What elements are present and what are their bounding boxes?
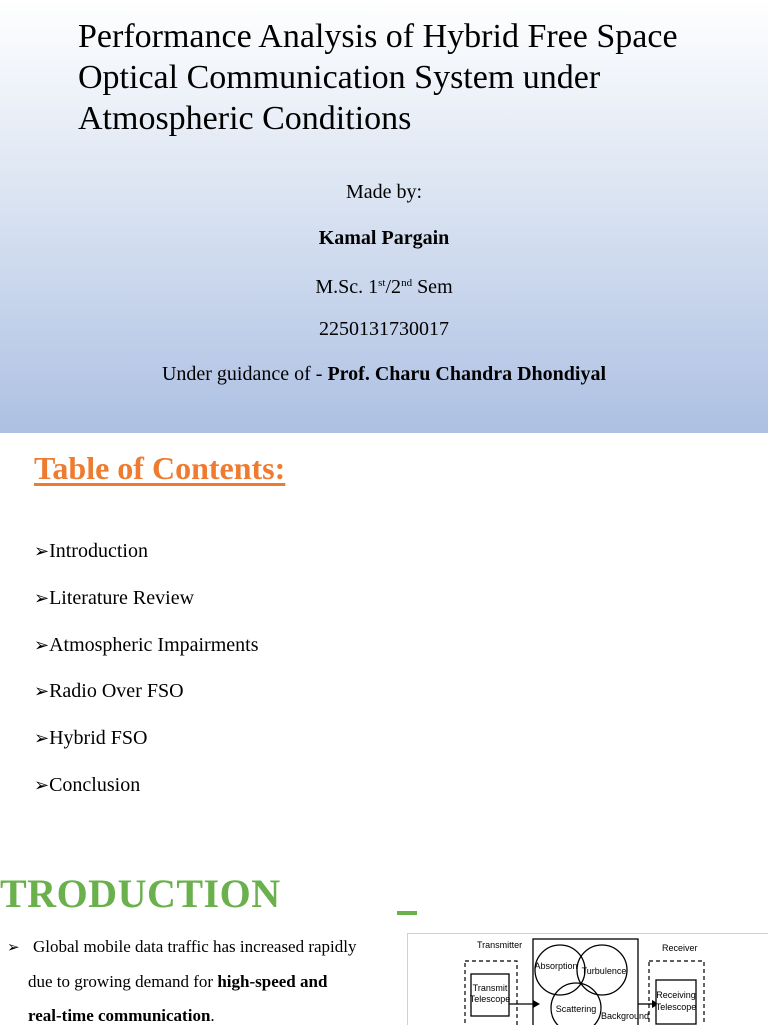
bullet-line-3 [7,999,407,1033]
toc-item-label: Hybrid FSO [49,727,148,750]
toc-item-label: Literature Review [49,586,195,609]
guide-name: Prof. Charu Chandra Dhondiyal [327,363,607,385]
bullet-text-3-end: . [210,1006,215,1025]
toc-item [34,585,259,632]
author-name: Kamal Pargain [318,227,450,249]
toc-item [34,725,259,772]
introduction-heading: TRODUCTION [0,871,281,916]
decorative-dash [397,911,417,915]
toc-heading: Table of Contents: [34,450,286,486]
arrow-bullet-icon: ➢ [7,940,20,956]
guidance-label: Under guidance of - [161,363,328,385]
bullet-line-1 [7,930,407,965]
bullet-text-3-bold: real-time communication [28,1006,211,1025]
bullet-line-2 [7,965,407,999]
toc-item [34,678,259,725]
toc-list [34,538,259,819]
course-prefix: M.Sc. 1 [315,276,379,298]
toc-item-label: Introduction [49,540,148,562]
receiving-telescope-line1: Receiving [656,990,696,1000]
absorption-label: Absorption [534,961,578,971]
receiver-label: Receiver [662,943,698,953]
guidance-line [0,362,768,386]
course-sup-first: st [378,277,386,289]
fso-channel-diagram [407,933,768,1025]
background-label: Background [601,1011,650,1021]
bullet-text-1: Global mobile data traffic has increased rapidly [33,937,357,956]
course-mid: /2 [385,276,402,298]
toc-item [34,538,259,585]
arrow-bullet-icon: ➢ [34,774,50,795]
toc-item [34,772,259,819]
presentation-title: Performance Analysis of Hybrid Free Space Optical Communication System under Atmospheric Conditions [78,18,678,137]
arrow-bullet-icon: ➢ [34,541,50,561]
toc-item-label: Conclusion [49,773,141,796]
title-slide [0,0,768,433]
toc-item-label: Atmospheric Impairments [49,633,259,656]
toc-item-label: Radio Over FSO [49,680,184,703]
bullet-text-2-bold: high-speed and [217,972,328,991]
transmit-telescope-line1: Transmit [472,983,508,993]
arrow-bullet-icon: ➢ [34,728,50,749]
course-sup-second: nd [401,277,413,289]
receiving-telescope-line2: Telescope [655,1002,697,1012]
bullet-text-2: due to growing demand for [28,972,218,991]
arrow-bullet-icon: ➢ [34,587,50,608]
arrow-bullet-icon: ➢ [34,681,50,702]
roll-number: 2250131730017 [319,318,449,340]
tx-arrow-head-icon [533,1000,540,1008]
transmit-telescope-line2: Telescope [469,994,511,1004]
arrow-bullet-icon: ➢ [34,634,50,655]
introduction-bullet [7,930,407,1033]
turbulence-label: Turbulence [581,966,627,976]
course-info [0,271,768,299]
toc-item [34,632,259,679]
course-suffix: Sem [412,276,453,298]
transmitter-label: Transmitter [477,940,523,950]
scattering-label: Scattering [555,1004,597,1014]
made-by-label: Made by: [345,181,423,203]
